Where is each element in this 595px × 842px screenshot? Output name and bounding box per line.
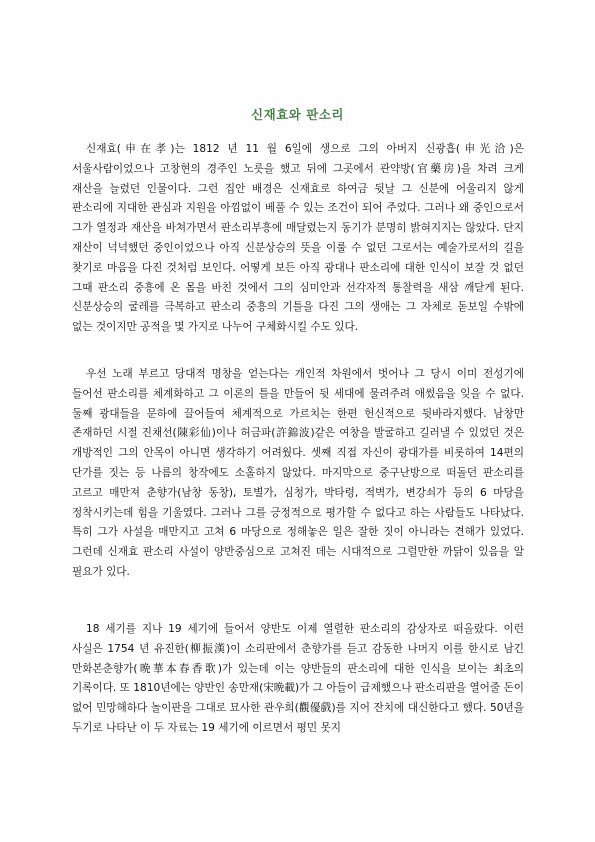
paragraph-1: 신재효(申在孝)는 1812 년 11 월 6일에 생으로 그의 아버지 신광흡(申光洽)은 서울사람이었으나 고창현의 경주인 노릇을 했고 뒤에 그곳에서 관약방(官藥房)을 차려 크게 재산을 늘렸던 인물이다. 그런 집안 배경은 신재효로 하여금 뒷날 그 신분에 어울리지 않게 판소리에 지대한 관심과 지원을 아낌없이 베풀 수 있는 조건이 되어 주었다. 그러나 왜 중인으로서 그가 열정과 재산을 바쳐가면서 판소리부흥에 매달렸는지 동기가 분명히 밝혀지지는 않았다. 단지 재산이 넉넉했던 중인이었으나 아직 신분상승의 뜻을 이룰 수 없던 그로서는 예술가로서의 길을 찾기로 마음을 다진 것처럼 보인다. 어떻게 보든 아직 광대나 판소리에 대한 인식이 보잘 것 없던 그때 판소리 중흥에 온 몸을 바친 것에서 그의 심미안과 선각자적 통찰력을 새삼 깨닫게 된다. 신분상승의 굴레를 극복하고 판소리 중흥의 기틀을 다진 그의 생애는 그 자체로 돋보일 수밖에 없는 것이지만 공적을 몇 가지로 나누어 구체화시킬 수도 있다. (72, 143, 524, 334)
paragraph-3: 18 세기를 지나 19 세기에 들어서 양반도 이제 열렬한 판소리의 감상자로 떠올랐다. 이런 사실은 1754 년 유진한(柳振漢)이 소리판에서 춘향가를 듣고 감동한 나머지 이를 한시로 남긴 만화본춘향가(晩華本春香歌)가 있는데 이는 양반들의 판소리에 대한 인식을 보이는 최초의 기록이다. 또 1810년에는 양반인 송만재(宋晩載)가 그 아들이 급제했으나 판소리판을 열어줄 돈이 없어 민망해하다 놀이판을 그대로 묘사한 관우희(觀優戲)를 지어 잔치에 대신한다고 했다. 50년을 두기로 나타난 이 두 자료는 19 세기에 이르면서 평민 못지 (72, 623, 524, 734)
paragraph-2: 우선 노래 부르고 당대적 명창을 얻는다는 개인적 차원에서 벗어나 그 당시 이미 전성기에 들어선 판소리를 체계화하고 그 이론의 틀을 만들어 뒷 세대에 물려주려 애썼음을 잊을 수 없다. 둘째 광대들을 문하에 끌어들여 체계적으로 가르치는 한편 헌신적으로 뒷바라지했다. 남창만 존재하던 시절 진채선(陳彩仙)이나 허금파(許錦波)같은 여창을 발굴하고 길러낼 수 있었던 것은 개방적인 그의 안목이 아니면 생각하기 어려웠다. 셋째 직접 자신이 광대가를 비롯하여 14편의 단가를 짓는 등 나름의 창작에도 소홀하지 않았다. 마지막으로 중구난방으로 떠돌던 판소리를 고르고 매만져 춘향가(남창 동창), 토별가, 심청가, 박타령, 적벽가, 변강쇠가 등의 6 마당을 정착시키는데 힘을 기울였다. 그러나 그를 긍정적으로 평가할 수 없다고 하는 사람들도 나타났다. 특히 그가 사설을 매만지고 고쳐 6 마당으로 정해놓은 일은 잘한 짓이 아니라는 견해가 있었다. 그런데 신재효 판소리 사설이 양반중심으로 고쳐진 데는 시대적으로 그럴만한 까닭이 있음을 알 필요가 있다. (72, 368, 524, 578)
document-title: 신재효와 판소리 (251, 107, 344, 122)
